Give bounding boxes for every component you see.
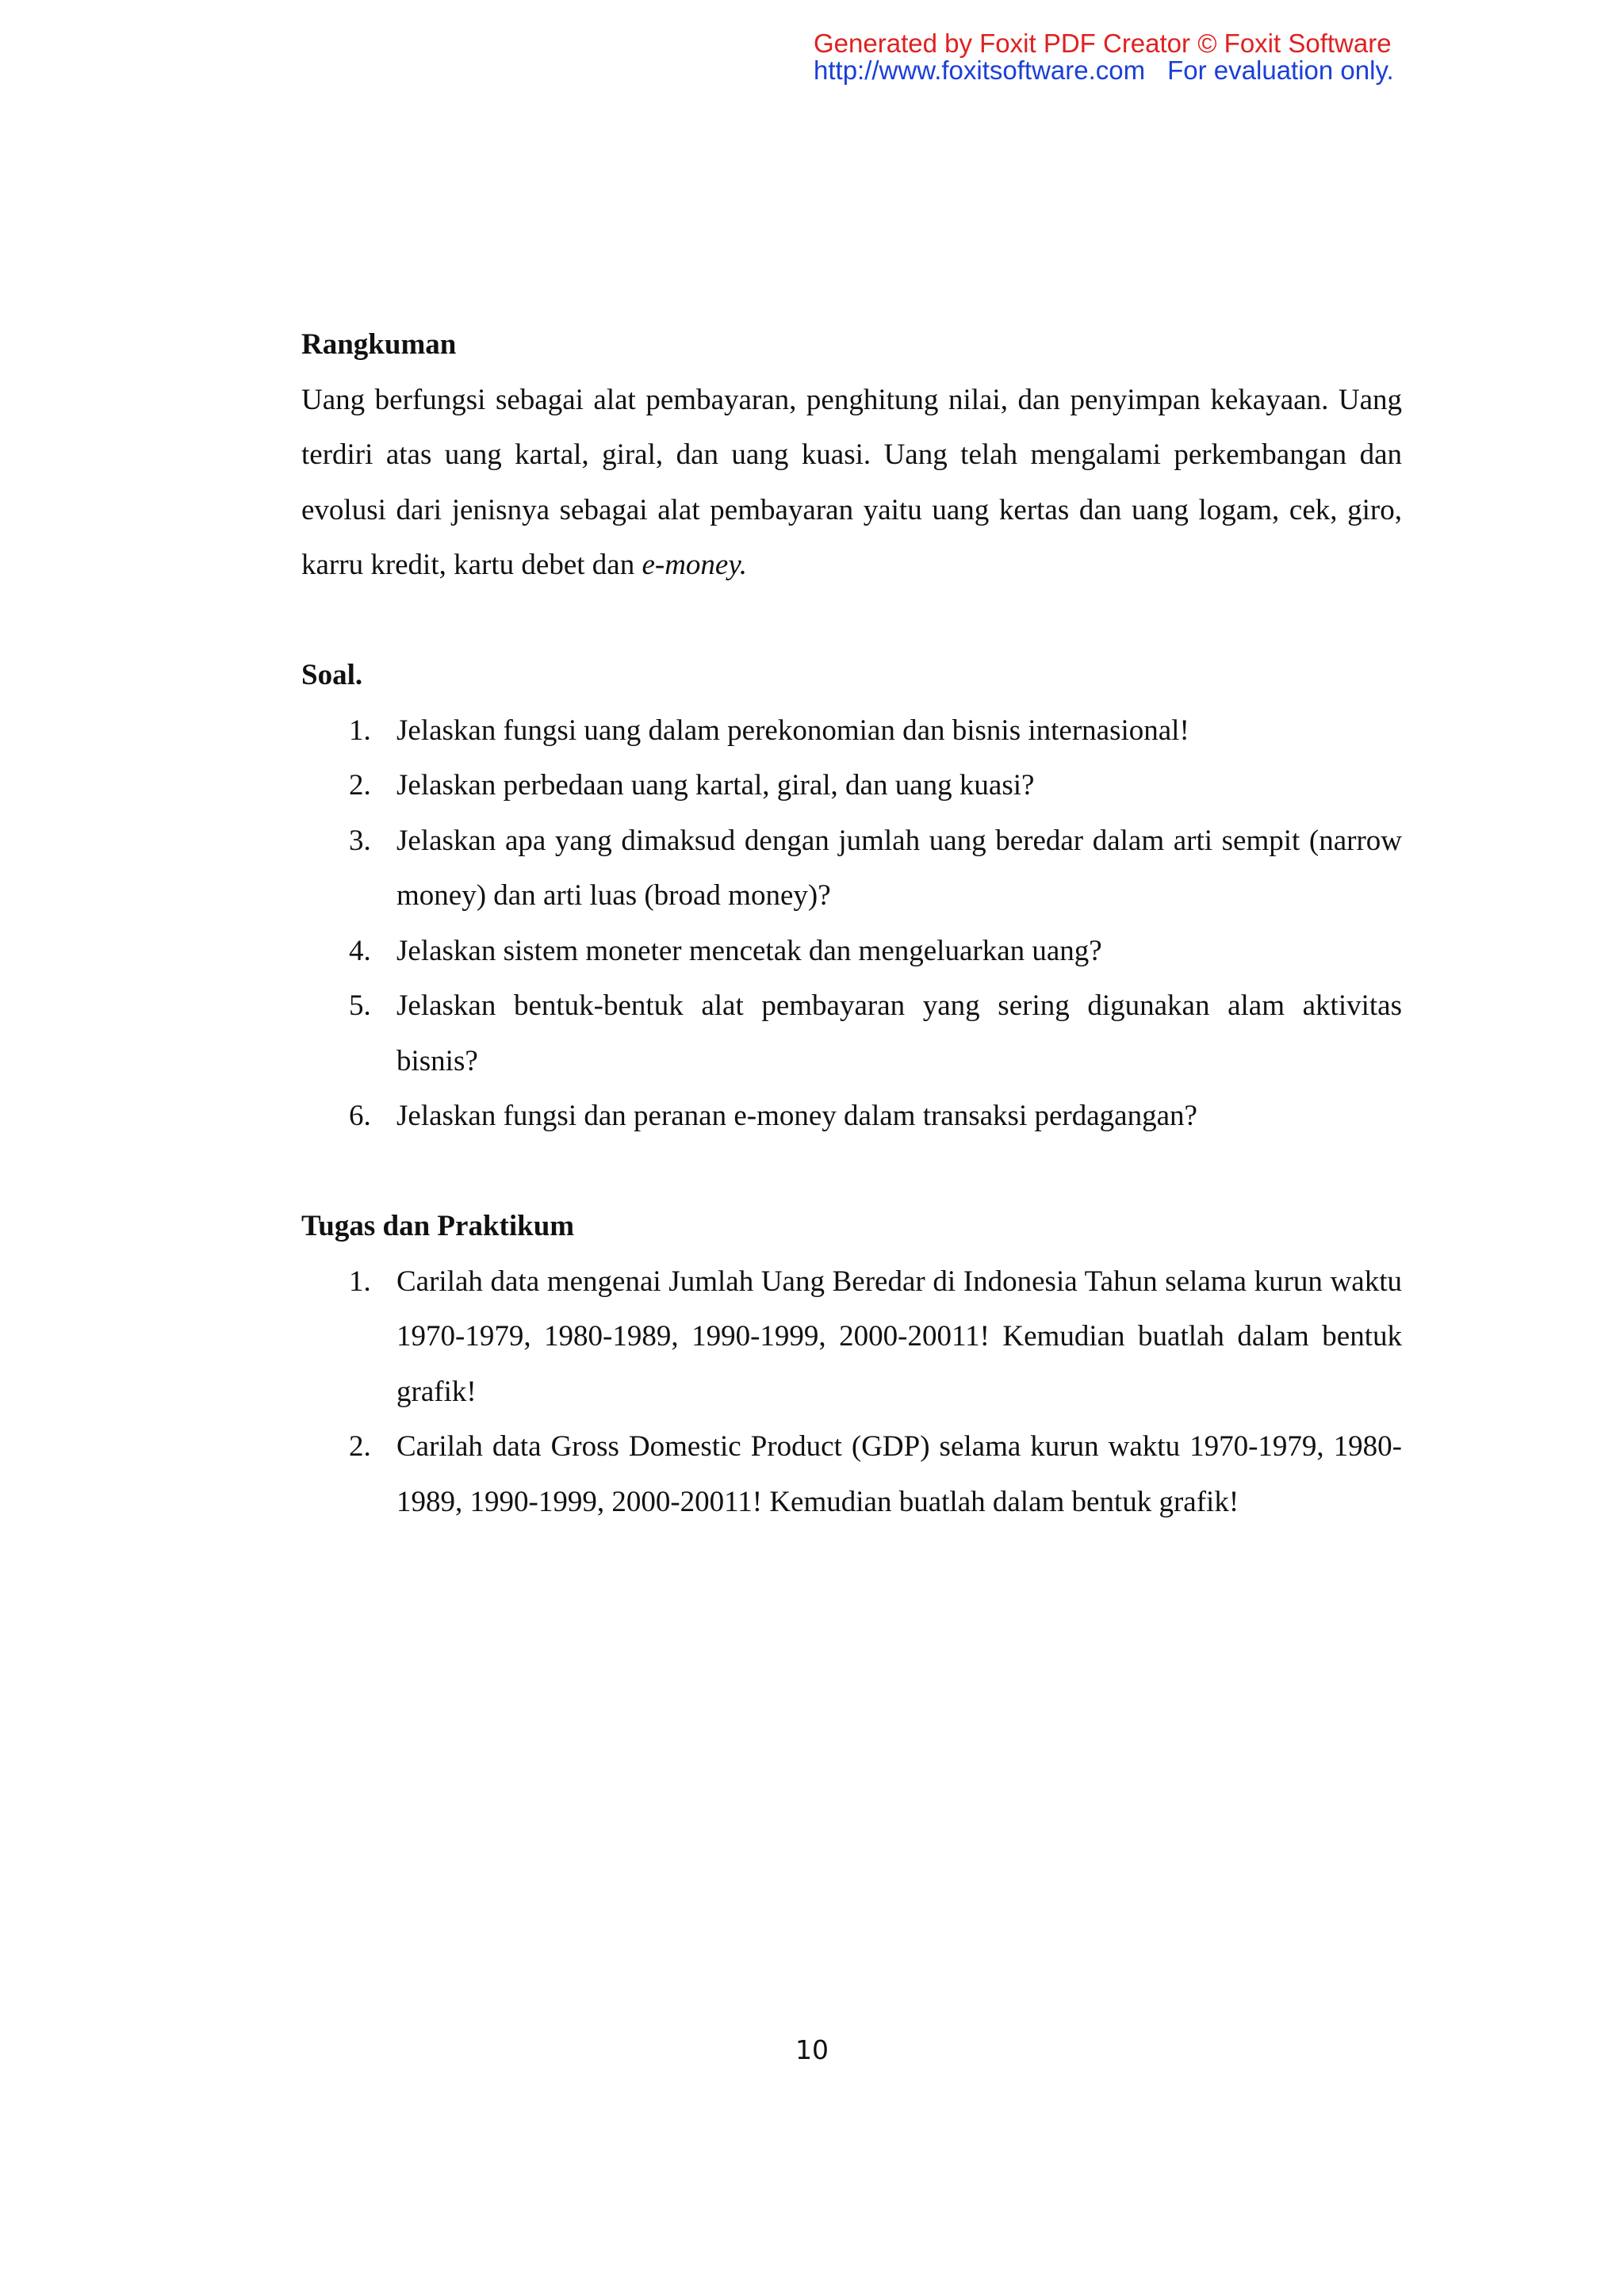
question-number: 4. xyxy=(349,934,371,967)
task-item xyxy=(301,1254,1402,1420)
watermark-url: http://www.foxitsoftware.com xyxy=(814,55,1146,85)
questions-list xyxy=(301,703,1402,1144)
question-text: Jelaskan fungsi uang dalam perekonomian dan bisnis internasional! xyxy=(396,714,1189,747)
question-item xyxy=(301,1089,1402,1144)
section-gap xyxy=(301,1144,1402,1200)
question-number: 5. xyxy=(349,989,371,1022)
summary-text: Uang berfungsi sebagai alat pembayaran, penghitung nilai, dan penyimpan kekayaan. Uang terdiri atas uang kartal, giral, dan uang kuasi. Uang telah mengalami perkembangan dan evolusi dari jenisnya sebagai alat pembayaran yaitu uang kertas dan uang logam, cek, giro, karru kredit, kartu debet dan xyxy=(301,383,1402,581)
task-number: 1. xyxy=(349,1265,371,1298)
tasks-list xyxy=(301,1254,1402,1530)
question-text: Jelaskan apa yang dimaksud dengan jumlah uang beredar dalam arti sempit (narrow money) dan arti luas (broad money)? xyxy=(396,824,1402,912)
task-text: Carilah data Gross Domestic Product (GDP) selama kurun waktu 1970-1979, 1980-1989, 1990-1999, 2000-20011! Kemudian buatlah dalam bentuk grafik! xyxy=(396,1430,1402,1518)
watermark-generated-by: Generated by Foxit PDF Creator © Foxit Software xyxy=(814,29,1392,58)
question-number: 6. xyxy=(349,1100,371,1132)
summary-emoney-term: e-money. xyxy=(642,549,747,581)
section-gap xyxy=(301,593,1402,649)
question-number: 3. xyxy=(349,824,371,857)
questions-section xyxy=(301,648,1402,1144)
summary-paragraph xyxy=(301,373,1402,593)
questions-heading: Soal. xyxy=(301,659,363,691)
summary-section xyxy=(301,317,1402,593)
question-text: Jelaskan bentuk-bentuk alat pembayaran yang sering digunakan alam aktivitas bisnis? xyxy=(396,989,1402,1077)
question-text: Jelaskan perbedaan uang kartal, giral, dan uang kuasi? xyxy=(396,769,1035,802)
question-item xyxy=(301,758,1402,813)
question-item xyxy=(301,978,1402,1089)
tasks-heading: Tugas dan Praktikum xyxy=(301,1210,575,1242)
summary-heading: Rangkuman xyxy=(301,328,457,361)
watermark-url-line xyxy=(814,57,1394,84)
question-text: Jelaskan sistem moneter mencetak dan mengeluarkan uang? xyxy=(396,934,1102,967)
task-item xyxy=(301,1419,1402,1529)
foxit-watermark xyxy=(814,30,1394,84)
task-number: 2. xyxy=(349,1430,371,1463)
page-number: 10 xyxy=(795,2034,829,2065)
question-text: Jelaskan fungsi dan peranan e-money dalam transaksi perdagangan? xyxy=(396,1100,1197,1132)
question-item xyxy=(301,703,1402,759)
tasks-section xyxy=(301,1199,1402,1529)
question-number: 2. xyxy=(349,769,371,802)
page-content xyxy=(301,317,1402,1529)
question-item xyxy=(301,813,1402,924)
question-item xyxy=(301,924,1402,979)
watermark-evaluation-note: For evaluation only. xyxy=(1167,55,1394,85)
task-text: Carilah data mengenai Jumlah Uang Beredar di Indonesia Tahun selama kurun waktu 1970-1979, 1980-1989, 1990-1999, 2000-20011! Kemudian buatlah dalam bentuk grafik! xyxy=(396,1265,1402,1408)
question-number: 1. xyxy=(349,714,371,747)
